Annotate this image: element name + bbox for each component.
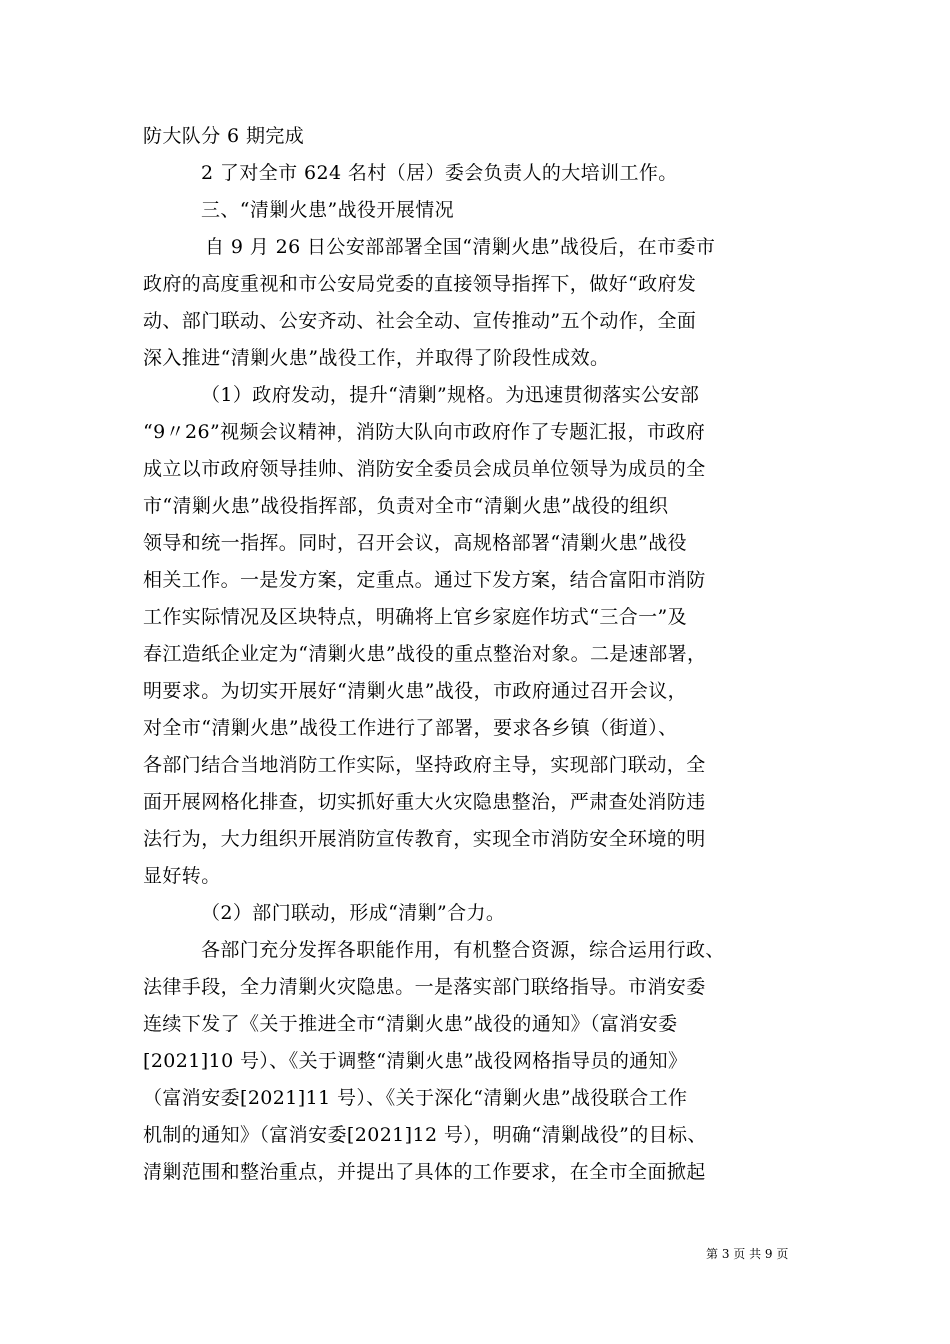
body-line: 对全市“清剿火患”战役工作进行了部署，要求各乡镇（街道）、 bbox=[143, 717, 678, 739]
body-line: 各部门充分发挥各职能作用，有机整合资源，综合运用行政、 bbox=[201, 939, 725, 961]
body-line: 2 了对全市 624 名村（居）委会负责人的大培训工作。 bbox=[201, 162, 678, 184]
body-line: 明要求。为切实开展好“清剿火患”战役，市政府通过召开会议， bbox=[143, 680, 688, 702]
body-line: 机制的通知》（富消安委[2021]12 号），明确“清剿战役”的目标、 bbox=[143, 1124, 707, 1146]
body-line: 自 9 月 26 日公安部部署全国“清剿火患”战役后，在市委市 bbox=[205, 236, 716, 258]
body-line: [2021]10 号）、《关于调整“清剿火患”战役网格指导员的通知》 bbox=[143, 1050, 688, 1072]
body-line: 面开展网格化排查，切实抓好重大火灾隐患整治，严肃查处消防违 bbox=[143, 791, 706, 813]
body-line: 防大队分 6 期完成 bbox=[143, 125, 305, 147]
body-line: 显好转。 bbox=[143, 865, 221, 887]
body-line: 各部门结合当地消防工作实际，坚持政府主导，实现部门联动，全 bbox=[143, 754, 706, 776]
body-line: “9〃26”视频会议精神，消防大队向市政府作了专题汇报，市政府 bbox=[143, 421, 706, 443]
body-line: 工作实际情况及区块特点，明确将上官乡家庭作坊式“三合一”及 bbox=[143, 606, 688, 628]
body-line: 春江造纸企业定为“清剿火患”战役的重点整治对象。二是速部署， bbox=[143, 643, 707, 665]
body-line: 政府的高度重视和市公安局党委的直接领导指挥下，做好“政府发 bbox=[143, 273, 697, 295]
body-line: 深入推进“清剿火患”战役工作，并取得了阶段性成效。 bbox=[143, 347, 610, 369]
body-line: （1）政府发动，提升“清剿”规格。为迅速贯彻落实公安部 bbox=[201, 384, 700, 406]
page-number-footer: 第 3 页 共 9 页 bbox=[706, 1247, 789, 1261]
body-line: 相关工作。一是发方案，定重点。通过下发方案，结合富阳市消防 bbox=[143, 569, 706, 591]
section-heading: 三、“清剿火患”战役开展情况 bbox=[201, 199, 455, 221]
body-line: 法律手段，全力清剿火灾隐患。一是落实部门联络指导。市消安委 bbox=[143, 976, 706, 998]
body-line: 动、部门联动、公安齐动、社会全动、宣传推动”五个动作，全面 bbox=[143, 310, 697, 332]
body-line: （富消安委[2021]11 号）、《关于深化“清剿火患”战役联合工作 bbox=[143, 1087, 688, 1109]
body-line: 成立以市政府领导挂帅、消防安全委员会成员单位领导为成员的全 bbox=[143, 458, 706, 480]
body-line: （2）部门联动，形成“清剿”合力。 bbox=[201, 902, 506, 924]
body-line: 清剿范围和整治重点，并提出了具体的工作要求，在全市全面掀起 bbox=[143, 1161, 706, 1183]
body-line: 连续下发了《关于推进全市“清剿火患”战役的通知》（富消安委 bbox=[143, 1013, 678, 1035]
body-line: 法行为，大力组织开展消防宣传教育，实现全市消防安全环境的明 bbox=[143, 828, 706, 850]
body-line: 市“清剿火患”战役指挥部，负责对全市“清剿火患”战役的组织 bbox=[143, 495, 669, 517]
body-line: 领导和统一指挥。同时，召开会议，高规格部署“清剿火患”战役 bbox=[143, 532, 688, 554]
